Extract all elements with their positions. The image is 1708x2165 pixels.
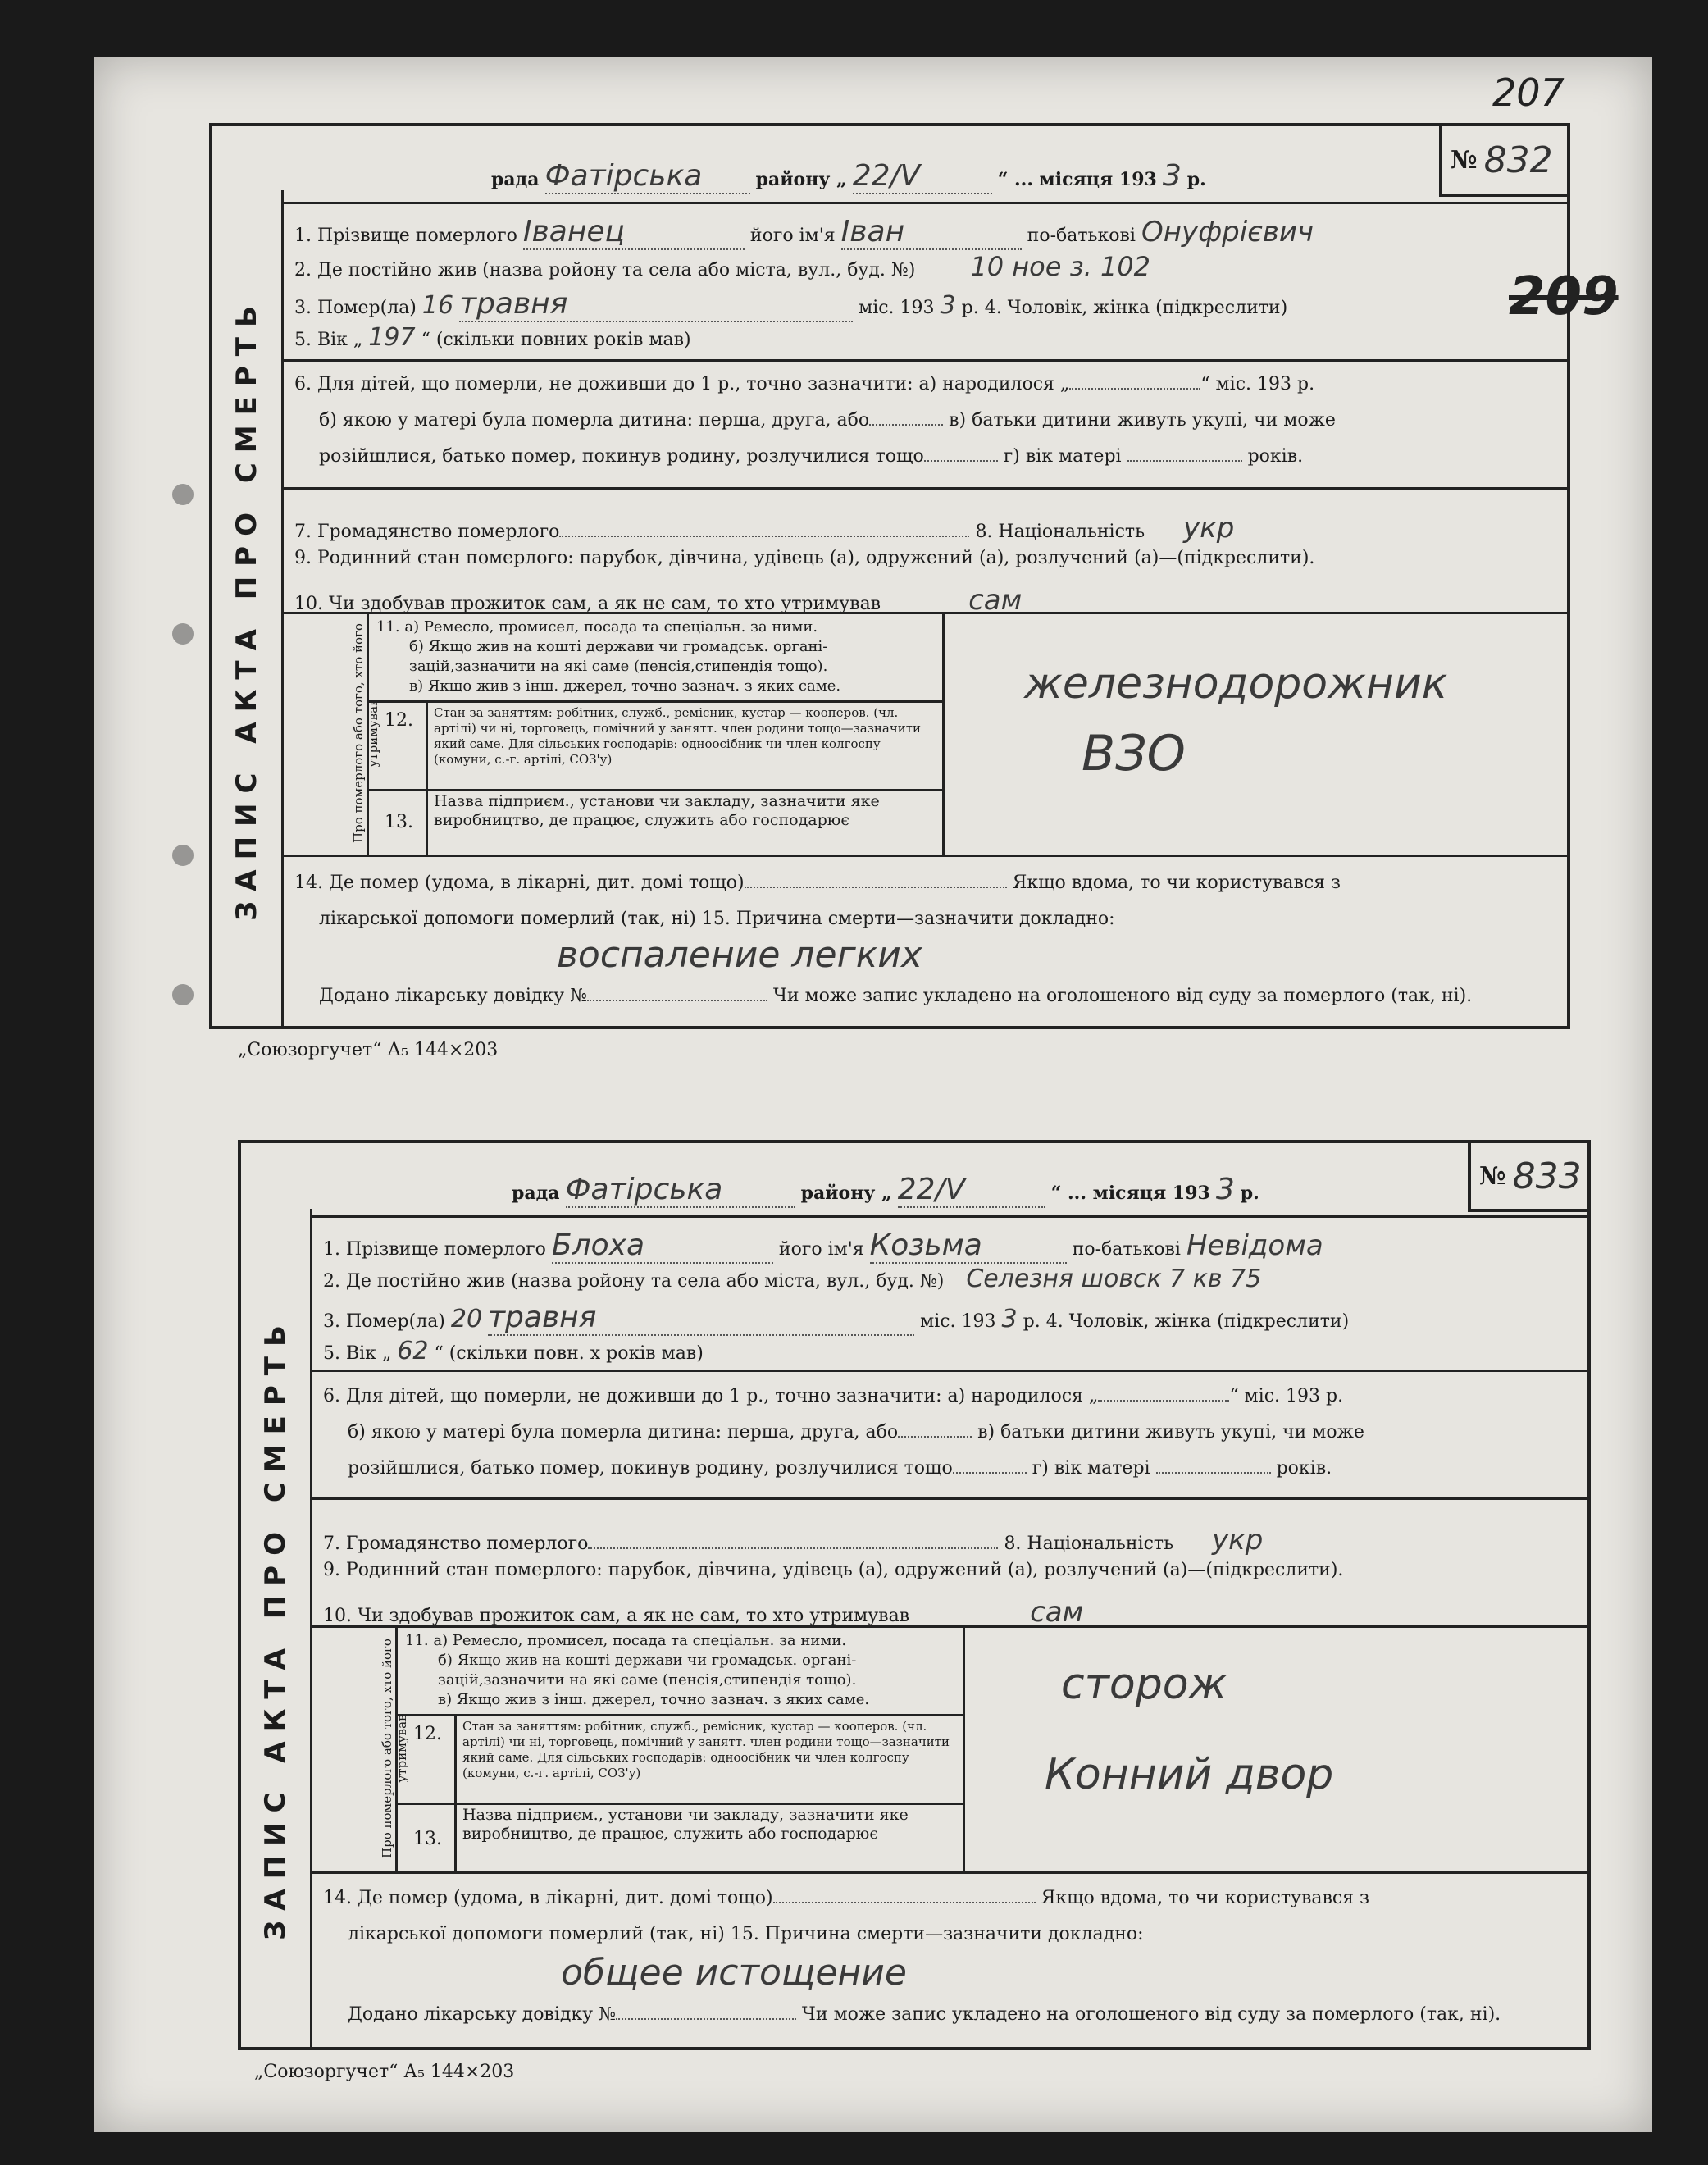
side-label: Про померлого або того, хто його утримував (351, 623, 380, 843)
page-number: 207 (1492, 71, 1565, 115)
nationality-value: укр (1183, 512, 1235, 545)
age-value: 197 (368, 323, 416, 352)
death-record-2 (238, 1140, 1591, 2050)
cause-label-line: лікарської допомоги померлий (так, ні) 15. Причина смерти—зазначити докладно: (348, 1924, 1144, 1944)
nationality-value: укр (1212, 1524, 1264, 1557)
support-line: 10. Чи здобував прожиток сам, а як не сам, то хто утримував сам (294, 584, 1023, 617)
address-line: 2. Де постійно жив (назва ройону та села або міста, вул., буд. №) Селезня шовск 7 кв 75 (323, 1265, 1262, 1293)
place-of-death-line: 14. Де помер (удома, в лікарні, дит. домі тощо) Якщо вдома, то чи користувався з (294, 873, 1341, 893)
header-line: рада Фатірська району „ 22/V “ ... місяця 193 3 р. (491, 159, 1206, 193)
occupation-line-d: в) Якщо жив з інш. джерел, точно зазнач. з яких саме. (409, 677, 841, 695)
vertical-title: ЗАПИС АКТА ПРО СМЕРТЬ (241, 1209, 312, 2047)
address-value: 10 ное з. 102 (970, 251, 1151, 282)
child-line-a: 6. Для дітей, що померли, не доживши до 1 р., точно зазначити: а) народилося „ “ міс. 193 р. (323, 1386, 1344, 1406)
year-value: 3 (1162, 159, 1182, 193)
certificate-line: Додано лікарську довідку № Чи може запис укладено на оголошеного від суду за померлого (так, ні). (348, 2004, 1501, 2025)
record-number-label: № (1479, 1161, 1506, 1191)
patronymic-value: Невідома (1186, 1229, 1323, 1262)
child-line-c: розійшлися, батько помер, покинув родину, розлучилися тощо г) вік матері років. (319, 446, 1304, 467)
employment-status-value: Конний двор (1045, 1750, 1334, 1799)
workplace-text: Назва підприєм., установи чи закладу, зазначити яке виробництво, де працює, служить або господарює (462, 1806, 909, 1843)
record-number: 833 (1512, 1155, 1582, 1197)
item-13-number: 13. (385, 812, 413, 832)
employment-status-value: ВЗО (1082, 725, 1186, 782)
occupation-line-b: б) Якщо жив на кошті держави чи громадськ. органі- (409, 638, 828, 655)
death-day-value: 20 (450, 1305, 483, 1333)
death-date-line: 3. Помер(ла) 20 травня міс. 193 3 р. 4. Чоловік, жінка (підкреслити) (323, 1301, 1350, 1334)
occupation-line-a: 11. а) Ремесло, промисел, посада та спеціальн. за ними. (405, 1632, 847, 1649)
occupation-line-c: зацій,зазначити на які саме (пенсія,стипендія тощо). (438, 1671, 857, 1689)
occupation-value: железнодорожник (1024, 659, 1448, 709)
patronymic-value: Онуфрієвич (1141, 216, 1314, 248)
death-year-value: 3 (1001, 1305, 1018, 1333)
surname-line: 1. Прізвище померлого Блоха його ім'я Козьма по-батькові Невідома (323, 1228, 1323, 1262)
citizenship-line: 7. Громадянство померлого 8. Національність укр (294, 512, 1235, 545)
child-line-b: б) якою у матері була померла дитина: перша, друга, або в) батьки дитини живуть укупі, чи може (319, 410, 1336, 431)
item-12-number: 12. (413, 1724, 442, 1744)
death-day-value: 16 (421, 291, 454, 320)
record-number: 832 (1483, 139, 1553, 181)
alternate-page-number: 209 (1509, 267, 1619, 327)
form-footer-2: „Союзоргучет“ А₅ 144×203 (254, 2062, 515, 2082)
record-number-box (1439, 123, 1570, 197)
occupation-line-c: зацій,зазначити на які саме (пенсія,стипендія тощо). (409, 658, 828, 675)
workplace-text: Назва підприєм., установи чи закладу, зазначити яке виробництво, де працює, служить або господарює (434, 792, 880, 829)
death-year-value: 3 (940, 291, 956, 320)
rada-value: Фатірська (545, 159, 750, 194)
occupation-line-b: б) Якщо жив на кошті держави чи громадськ. органі- (438, 1652, 857, 1669)
address-line: 2. Де постійно жив (назва ройону та села або міста, вул., буд. №) 10 ное з. 102 (294, 251, 1151, 282)
child-line-c: розійшлися, батько помер, покинув родину, розлучилися тощо г) вік матері років. (348, 1458, 1332, 1479)
side-label: Про померлого або того, хто його утримував (380, 1639, 409, 1858)
marital-line: 9. Родинний стан померлого: парубок, дівчина, удівець (а), одружений (а), розлучений (а)—(підкреслити). (294, 548, 1315, 568)
occupation-line-a: 11. а) Ремесло, промисел, посада та спеціальн. за ними. (376, 618, 818, 636)
day-value: 22/V (898, 1173, 1045, 1208)
support-value: сам (968, 584, 1023, 617)
name-value: Козьма (870, 1228, 1067, 1264)
name-value: Іван (841, 215, 1022, 250)
child-line-b: б) якою у матері була померла дитина: перша, друга, або в) батьки дитини живуть укупі, чи може (348, 1422, 1364, 1443)
vertical-title: ЗАПИС АКТА ПРО СМЕРТЬ (212, 190, 284, 1026)
header-line: рада Фатірська району „ 22/V “ ... місяця 193 3 р. (512, 1173, 1259, 1206)
support-value: сам (1030, 1596, 1084, 1629)
death-date-line: 3. Помер(ла) 16 травня міс. 193 3 р. 4. Чоловік, жінка (підкреслити) (294, 287, 1288, 321)
item-12-number: 12. (385, 710, 413, 731)
place-of-death-line: 14. Де помер (удома, в лікарні, дит. домі тощо) Якщо вдома, то чи користувався з (323, 1888, 1370, 1908)
surname-value: Іванец (523, 215, 745, 250)
cause-value: воспаление легких (557, 934, 922, 976)
death-record-1 (209, 123, 1570, 1029)
citizenship-line: 7. Громадянство померлого 8. Національність укр (323, 1524, 1264, 1557)
child-line-a: 6. Для дітей, що померли, не доживши до 1 р., точно зазначити: а) народилося „ “ міс. 193 р. (294, 374, 1315, 394)
surname-value: Блоха (552, 1228, 773, 1264)
occupation-value: сторож (1061, 1660, 1227, 1709)
rada-value: Фатірська (566, 1173, 795, 1208)
marital-line: 9. Родинний стан померлого: парубок, дівчина, удівець (а), одружений (а), розлучений (а)—(підкреслити). (323, 1560, 1344, 1580)
record-number-box (1468, 1140, 1591, 1212)
support-line: 10. Чи здобував прожиток сам, а як не сам, то хто утримував сам (323, 1596, 1084, 1629)
cause-value: общее истощение (561, 1952, 907, 1994)
occupation-line-d: в) Якщо жив з інш. джерел, точно зазнач. з яких саме. (438, 1691, 870, 1708)
certificate-line: Додано лікарську довідку № Чи може запис укладено на оголошеного від суду за померлого (так, ні). (319, 986, 1473, 1006)
item-13-number: 13. (413, 1829, 442, 1849)
age-line: 5. Вік „ 197 “ (скільки повних років мав) (294, 323, 691, 352)
address-value: Селезня шовск 7 кв 75 (966, 1265, 1262, 1293)
employment-status-text: Стан за заняттям: робітник, служб., ремісник, кустар — кооперов. (чл. артілі) чи ні, торговець, помічний у занятт. член родини тощо—зазначити який саме. Для сільських господарів: одноосібник чи член колгоспу (комуни, с.-г. артілі, СОЗ'у) (462, 1719, 950, 1780)
death-month-value: травня (488, 1301, 914, 1336)
year-value: 3 (1215, 1173, 1235, 1206)
employment-status-text: Стан за заняттям: робітник, служб., ремісник, кустар — кооперов. (чл. артілі) чи ні, торговець, помічний у занятт. член родини тощо—зазначити який саме. Для сільських господарів: одноосібник чи член колгоспу (комуни, с.-г. артілі, СОЗ'у) (434, 705, 922, 767)
cause-label-line: лікарської допомоги померлий (так, ні) 15. Причина смерти—зазначити докладно: (319, 909, 1115, 929)
form-footer-1: „Союзоргучет“ А₅ 144×203 (238, 1040, 499, 1060)
age-line: 5. Вік „ 62 “ (скільки повн. х років мав) (323, 1337, 704, 1365)
death-month-value: травня (459, 287, 853, 322)
record-number-label: № (1451, 145, 1478, 175)
day-value: 22/V (853, 159, 992, 194)
surname-line: 1. Прізвище померлого Іванец його ім'я Іван по-батькові Онуфрієвич (294, 215, 1314, 248)
age-value: 62 (397, 1337, 429, 1365)
